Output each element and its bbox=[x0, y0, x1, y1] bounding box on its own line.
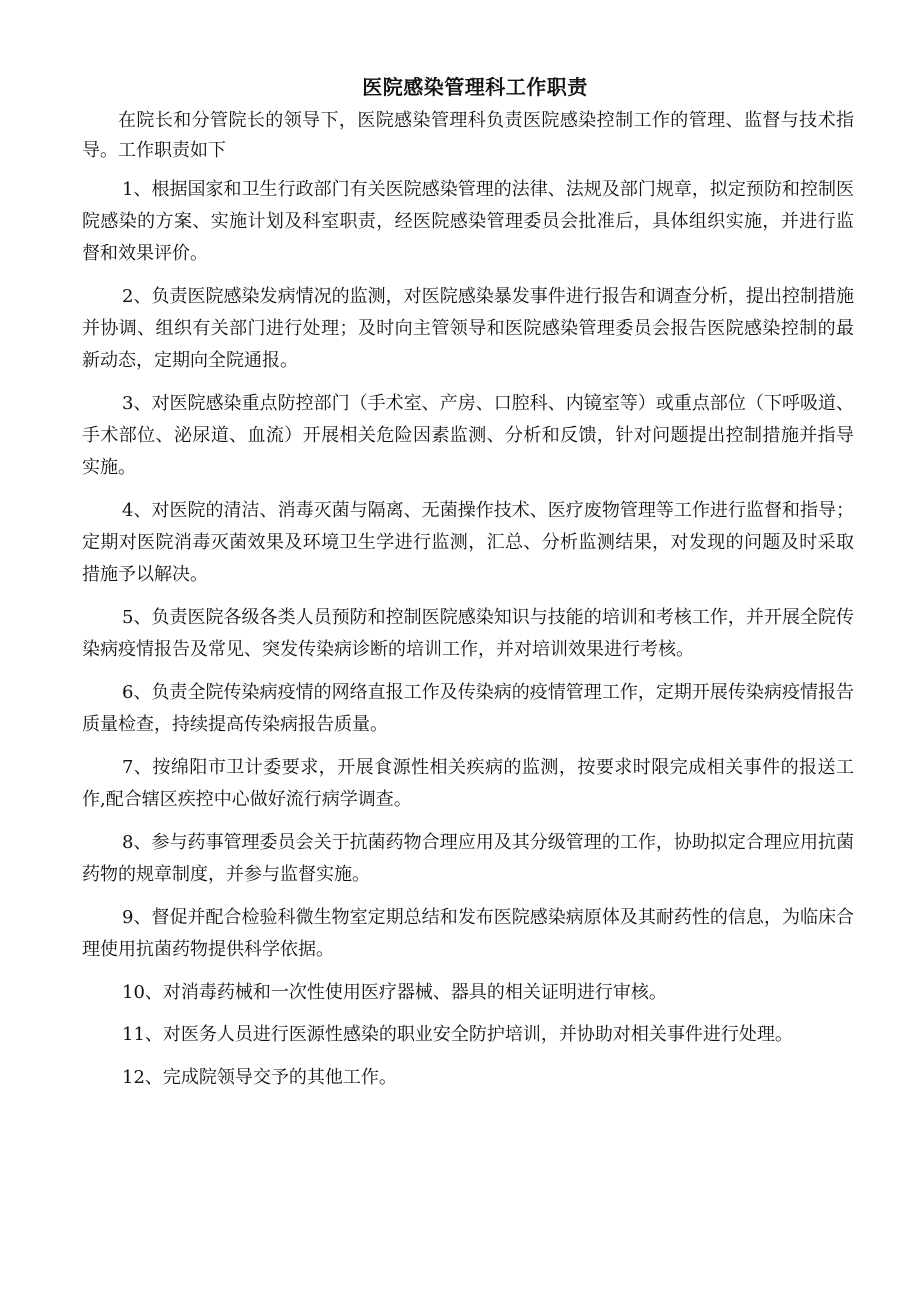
duty-item-1: 1、根据国家和卫生行政部门有关医院感染管理的法律、法规及部门规章，拟定预防和控制医院感染的方案、实施计划及科室职责，经医院感染管理委员会批准后，具体组织实施，并进行监督和效果评价。 bbox=[82, 179, 854, 264]
duty-item-6: 6、负责全院传染病疫情的网络直报工作及传染病的疫情管理工作，定期开展传染病疫情报告质量检查，持续提高传染病报告质量。 bbox=[82, 682, 854, 735]
duty-item-12: 12、完成院领导交予的其他工作。 bbox=[122, 1067, 397, 1088]
duty-item-11: 11、对医务人员进行医源性感染的职业安全防护培训，并协助对相关事件进行处理。 bbox=[122, 1024, 793, 1045]
duty-item-5: 5、负责医院各级各类人员预防和控制医院感染知识与技能的培训和考核工作，并开展全院传染病疫情报告及常见、突发传染病诊断的培训工作，并对培训效果进行考核。 bbox=[82, 607, 854, 660]
duty-item-7: 7、按绵阳市卫计委要求，开展食源性相关疾病的监测，按要求时限完成相关事件的报送工作,配合辖区疾控中心做好流行病学调查。 bbox=[82, 757, 854, 810]
duty-item-10: 10、对消毒药械和一次性使用医疗器械、器具的相关证明进行审核。 bbox=[122, 982, 667, 1003]
document-title: 医院感染管理科工作职责 bbox=[362, 75, 588, 99]
intro-paragraph: 在院长和分管院长的领导下，医院感染管理科负责医院感染控制工作的管理、监督与技术指导。工作职责如下 bbox=[82, 110, 854, 161]
duty-item-3: 3、对医院感染重点防控部门（手术室、产房、口腔科、内镜室等）或重点部位（下呼吸道、手术部位、泌尿道、血流）开展相关危险因素监测、分析和反馈，针对问题提出控制措施并指导实施。 bbox=[82, 393, 854, 478]
duty-item-8: 8、参与药事管理委员会关于抗菌药物合理应用及其分级管理的工作，协助拟定合理应用抗菌药物的规章制度，并参与监督实施。 bbox=[82, 832, 854, 885]
duty-item-2: 2、负责医院感染发病情况的监测，对医院感染暴发事件进行报告和调查分析，提出控制措施并协调、组织有关部门进行处理；及时向主管领导和医院感染管理委员会报告医院感染控制的最新动态，定期向全院通报。 bbox=[82, 286, 854, 371]
duty-item-9: 9、督促并配合检验科微生物室定期总结和发布医院感染病原体及其耐药性的信息，为临床合理使用抗菌药物提供科学依据。 bbox=[82, 907, 854, 960]
duty-item-4: 4、对医院的清洁、消毒灭菌与隔离、无菌操作技术、医疗废物管理等工作进行监督和指导；定期对医院消毒灭菌效果及环境卫生学进行监测，汇总、分析监测结果，对发现的问题及时采取措施予以解决。 bbox=[82, 500, 854, 585]
